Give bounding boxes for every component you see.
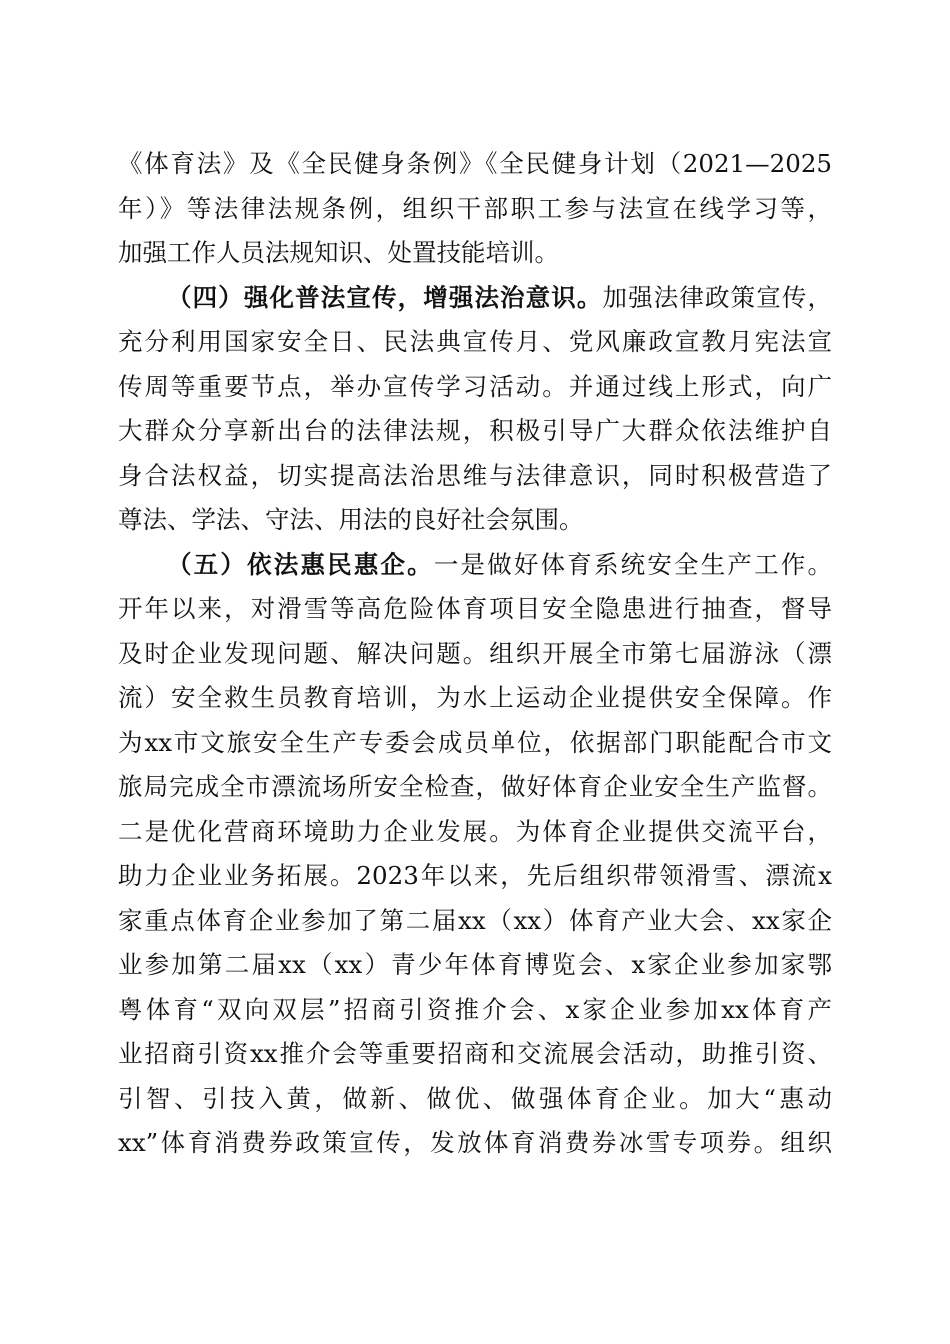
paragraph-3-line-8: 助力企业业务拓展。2023年以来，先后组织带领滑雪、漂流x bbox=[118, 861, 832, 890]
paragraph-2-line-2: 充分利用国家安全日、民法典宣传月、党风廉政宣教月宪法宣 bbox=[118, 327, 832, 356]
paragraph-2-line-5: 身合法权益，切实提高法治思维与法律意识，同时积极营造了 bbox=[118, 460, 832, 490]
paragraph-3-line-7: 二是优化营商环境助力企业发展。为体育企业提供交流平台， bbox=[118, 816, 832, 846]
paragraph-3-line-5: 为xx市文旅安全生产专委会成员单位，依据部门职能配合市文 bbox=[118, 727, 832, 757]
paragraph-3-line-11: 粤体育“双向双层”招商引资推介会、x家企业参加xx体育产 bbox=[118, 994, 832, 1024]
section-heading-5: （五）依法惠民惠企。 bbox=[167, 549, 434, 579]
paragraph-3-line-4: 流）安全救生员教育培训，为水上运动企业提供安全保障。作 bbox=[118, 683, 832, 712]
paragraph-3-line-3: 及时企业发现问题、解决问题。组织开展全市第七届游泳（漂 bbox=[118, 638, 832, 668]
paragraph-3-line-12: 业招商引资xx推介会等重要招商和交流展会活动，助推引资、 bbox=[118, 1039, 832, 1068]
paragraph-3-line-14: xx”体育消费券政策宣传，发放体育消费券冰雪专项券。组织 bbox=[118, 1128, 832, 1157]
paragraph-2-line-1 bbox=[118, 276, 832, 321]
paragraph-3-line-9: 家重点体育企业参加了第二届xx（xx）体育产业大会、xx家企 bbox=[118, 905, 832, 935]
paragraph-3-line-2: 开年以来，对滑雪等高危险体育项目安全隐患进行抽查，督导 bbox=[118, 594, 832, 623]
paragraph-2-text-1: 加强法律政策宣传， bbox=[602, 282, 832, 312]
paragraph-3-line-6: 旅局完成全市漂流场所安全检查，做好体育企业安全生产监督。 bbox=[118, 772, 832, 801]
paragraph-3-line-10: 业参加第二届xx（xx）青少年体育博览会、x家企业参加家鄂 bbox=[118, 950, 832, 979]
paragraph-3-line-13: 引智、引技入黄，做新、做优、做强体育企业。加大“惠动 bbox=[118, 1083, 832, 1113]
paragraph-1-line-1: 《体育法》及《全民健身条例》《全民健身计划（2021—2025 bbox=[118, 149, 832, 178]
document-body bbox=[118, 142, 832, 1166]
paragraph-1-line-2: 年）》等法律法规条例，组织干部职工参与法宣在线学习等， bbox=[118, 193, 832, 223]
paragraph-3-line-1 bbox=[118, 543, 832, 588]
paragraph-3-text-1: 一是做好体育系统安全生产工作。 bbox=[433, 549, 832, 579]
section-heading-4: （四）强化普法宣传，增强法治意识。 bbox=[167, 282, 603, 312]
paragraph-2-line-6: 尊法、学法、守法、用法的良好社会氛围。 bbox=[118, 505, 584, 534]
paragraph-2-line-4: 大群众分享新出台的法律法规，积极引导广大群众依法维护自 bbox=[118, 416, 832, 445]
paragraph-1-line-3: 加强工作人员法规知识、处置技能培训。 bbox=[118, 238, 559, 267]
paragraph-2-line-3: 传周等重要节点，举办宣传学习活动。并通过线上形式，向广 bbox=[118, 371, 832, 401]
